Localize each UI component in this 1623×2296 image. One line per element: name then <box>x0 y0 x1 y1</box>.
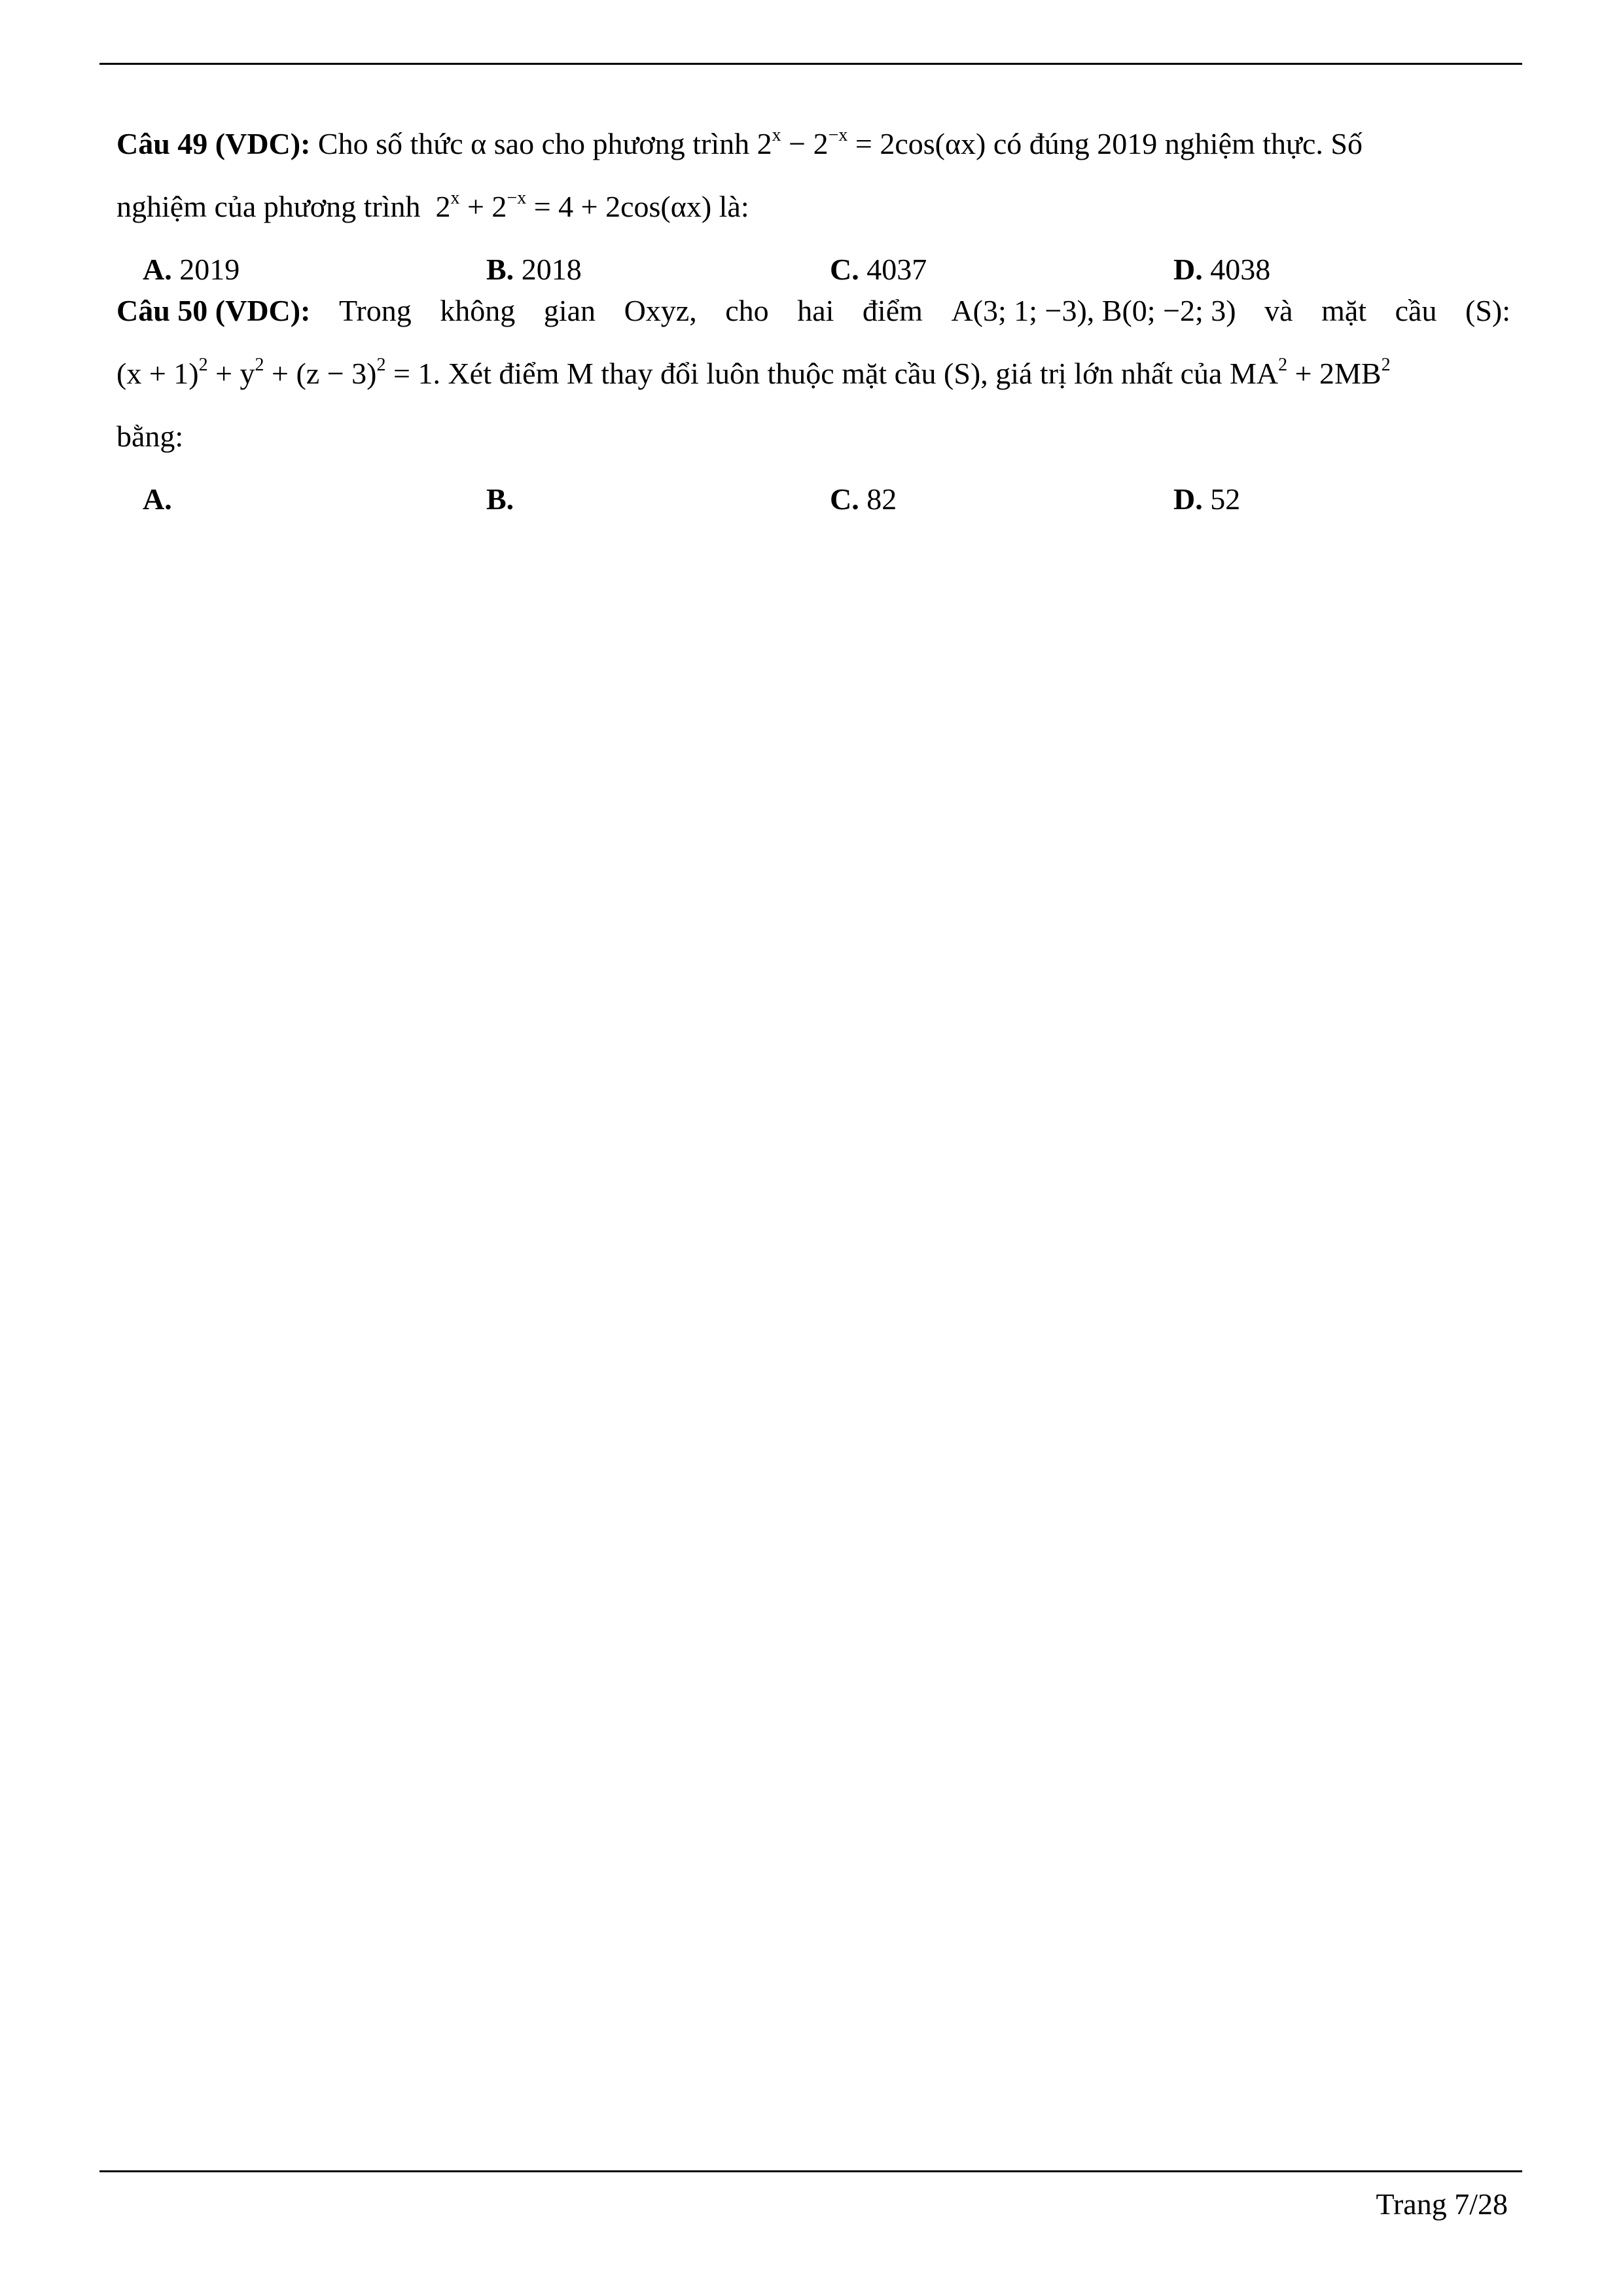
question-50-word: gian <box>543 294 596 327</box>
option-c: C. 4037 <box>830 253 927 286</box>
page-number: Trang 7/28 <box>1376 2187 1508 2221</box>
option-a: A. 2019 <box>143 253 240 286</box>
question-50-word: Trong <box>338 294 412 327</box>
question-50-text: . Xét điểm M thay đổi luôn thuộc mặt cầu (S), giá trị lớn nhất của <box>433 357 1222 390</box>
question-50-word: không <box>440 294 516 327</box>
question-49-label: Câu 49 (VDC): <box>116 127 311 160</box>
points-a-b: A(3; 1; −3), B(0; −2; 3) <box>951 294 1236 327</box>
question-49-line-2 <box>116 175 1510 238</box>
question-50-word: (S): <box>1465 294 1510 327</box>
alpha-symbol: α <box>471 127 487 160</box>
question-49-line-1 <box>116 113 1510 175</box>
option-d: D. 4038 <box>1173 253 1271 286</box>
question-50 <box>116 279 1510 531</box>
equation-1: $2^x - 2^{-x} = 2\cos(\alpha x)$ <box>757 125 986 160</box>
equation-2: $2^x + 2^{-x} = 4 + 2\cos(\alpha x)$ <box>435 188 712 223</box>
question-50-word: cho <box>725 294 769 327</box>
header-rule <box>99 63 1522 65</box>
question-50-word: Oxyz, <box>624 294 697 327</box>
question-50-word: điểm <box>862 294 923 327</box>
question-50-word: và <box>1264 294 1293 327</box>
question-49-text: là: <box>719 190 749 223</box>
question-49-text: nghiệm của phương trình <box>116 190 421 223</box>
question-50-word: mặt <box>1321 294 1367 327</box>
question-50-word: cầu <box>1395 294 1437 327</box>
option-d: D. 52 <box>1173 482 1241 516</box>
option-b: B. <box>486 482 514 516</box>
sphere-equation: $(x + 1)^2 + y^2 + (z - 3)^2 = 1$ <box>116 355 433 390</box>
question-50-line-3: bằng: <box>116 420 184 453</box>
footer-rule <box>99 2170 1522 2172</box>
max-expression: $MA^2 + 2MB^2$ <box>1229 355 1391 390</box>
option-c: C. 82 <box>830 482 897 516</box>
option-b: B. 2018 <box>486 253 582 286</box>
option-a: A. <box>143 482 172 516</box>
question-50-word: hai <box>797 294 834 327</box>
question-50-line-1 <box>116 279 1510 342</box>
question-50-line-2 <box>116 342 1510 405</box>
question-49-text: sao cho phương trình <box>493 127 750 160</box>
question-50-options <box>116 468 1510 531</box>
question-49 <box>116 113 1510 301</box>
question-50-label: Câu 50 (VDC): <box>116 294 311 327</box>
question-49-text: có đúng 2019 nghiệm thực. Số <box>993 127 1363 160</box>
question-49-text: Cho số thức <box>317 127 463 160</box>
